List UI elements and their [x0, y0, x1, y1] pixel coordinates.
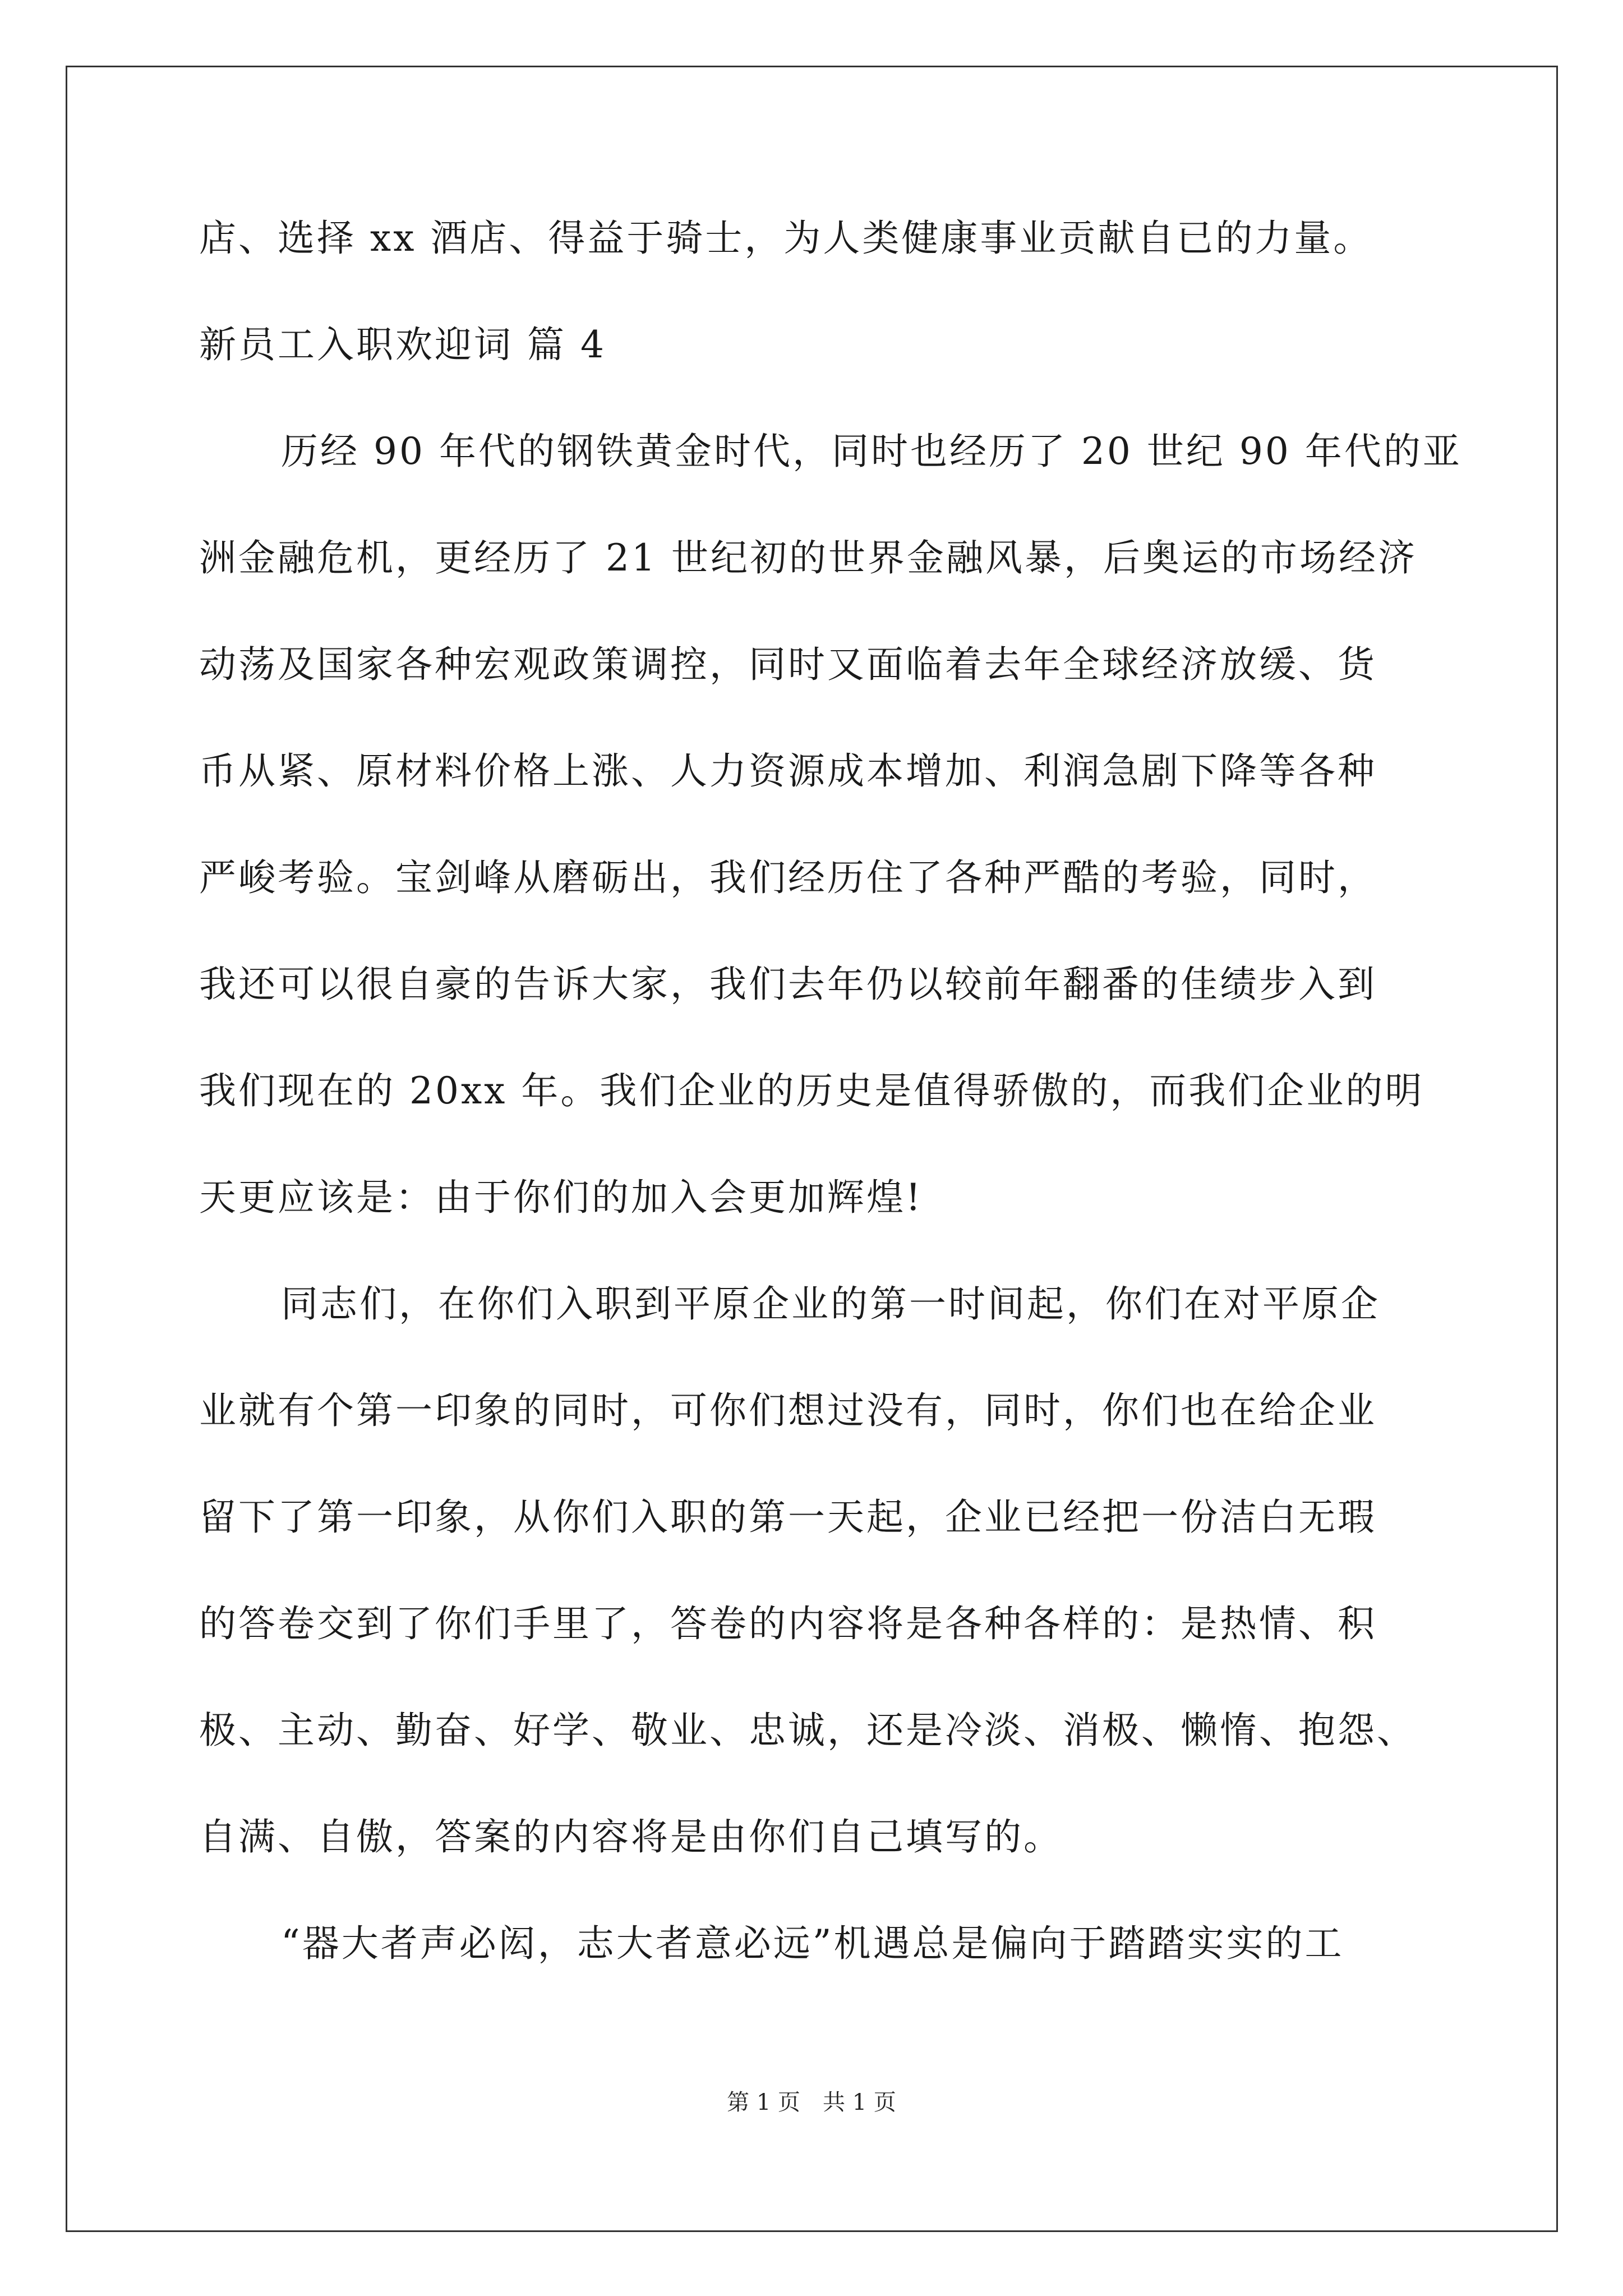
text-line: 的答卷交到了你们手里了，答卷的内容将是各种各样的：是热情、积 [199, 1602, 1377, 1645]
text-line: 动荡及国家各种宏观政策调控，同时又面临着去年全球经济放缓、货 [199, 643, 1377, 686]
text-line: 业就有个第一印象的同时，可你们想过没有，同时，你们也在给企业 [199, 1389, 1377, 1432]
text-line: 天更应该是：由于你们的加入会更加辉煌! [199, 1176, 923, 1219]
text-line: 极、主动、勤奋、好学、敬业、忠诚，还是冷淡、消极、懒惰、抱怨、 [199, 1709, 1416, 1752]
text-line: 店、选择 xx 酒店、得益于骑士，为人类健康事业贡献自已的力量。 [199, 217, 1373, 260]
text-line: 我们现在的 20xx 年。我们企业的历史是值得骄傲的，而我们企业的明 [199, 1069, 1424, 1112]
text-line: 洲金融危机，更经历了 21 世纪初的世界金融风暴，后奥运的市场经济 [199, 536, 1417, 579]
text-line: 同志们，在你们入职到平原企业的第一时间起，你们在对平原企 [281, 1282, 1380, 1326]
text-line: 我还可以很自豪的告诉大家，我们去年仍以较前年翻番的佳绩步入到 [199, 963, 1377, 1006]
page-number: 第 1 页 [727, 2090, 800, 2115]
page-footer [0, 2086, 1623, 2119]
page-frame [66, 66, 1558, 2232]
page-total: 共 1 页 [823, 2090, 896, 2115]
section-heading: 新员工入职欢迎词 篇 4 [199, 323, 606, 366]
text-line: 严峻考验。宝剑峰从磨砺出，我们经历住了各种严酷的考验，同时， [199, 856, 1377, 899]
text-line: 留下了第一印象，从你们入职的第一天起，企业已经把一份洁白无瑕 [199, 1496, 1377, 1539]
text-line: 历经 90 年代的钢铁黄金时代，同时也经历了 20 世纪 90 年代的亚 [281, 430, 1462, 473]
text-line: 自满、自傲，答案的内容将是由你们自己填写的。 [199, 1815, 1063, 1858]
text-line: “器大者声必闳，志大者意必远”机遇总是偏向于踏踏实实的工 [281, 1922, 1344, 1965]
text-line: 币从紧、原材料价格上涨、人力资源成本增加、利润急剧下降等各种 [199, 749, 1377, 793]
